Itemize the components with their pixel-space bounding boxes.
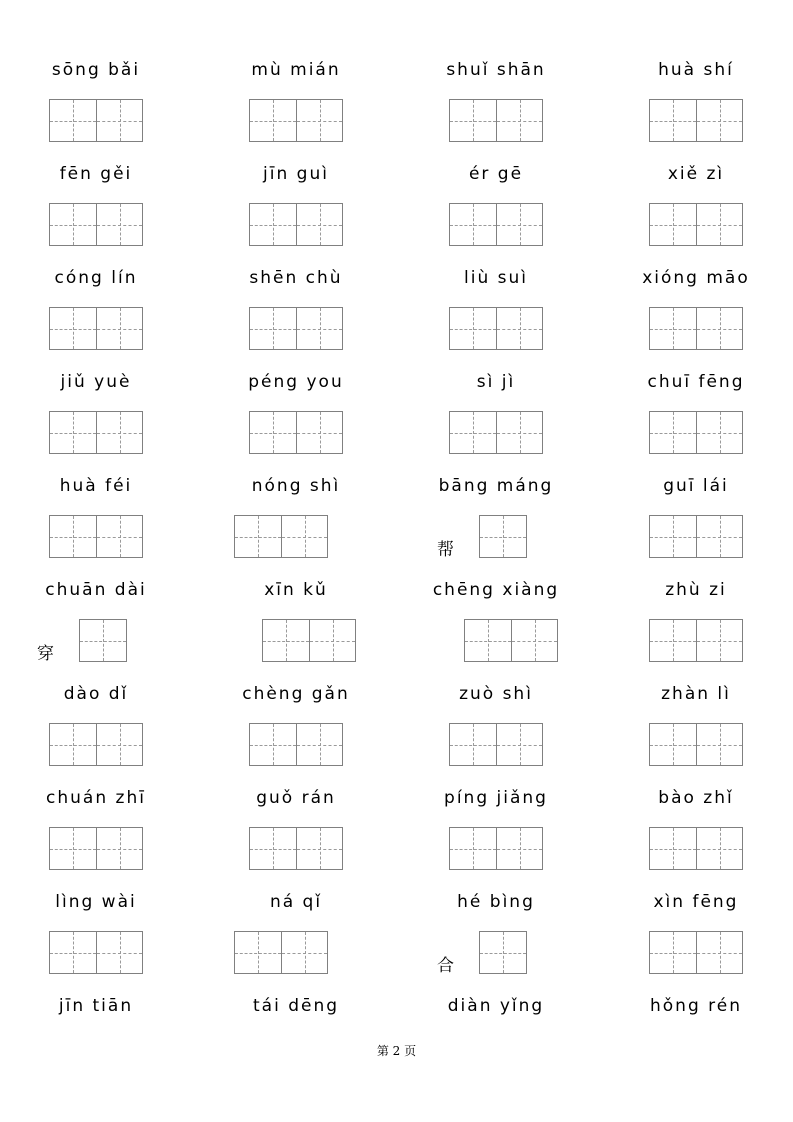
prefilled-character: 穿 [37, 644, 54, 664]
writing-cell[interactable] [450, 724, 496, 765]
writing-cell[interactable] [696, 620, 742, 661]
pinyin-label: diàn yǐng [447, 996, 545, 1016]
writing-cell[interactable] [696, 100, 742, 141]
writing-box-pair[interactable] [49, 307, 143, 350]
page-number: 第 2 页 [376, 1044, 417, 1058]
pinyin-label: xīn kǔ [264, 580, 328, 600]
writing-cell[interactable] [250, 724, 296, 765]
writing-cell[interactable] [50, 308, 96, 349]
pinyin-label: chuī fēng [647, 372, 745, 392]
writing-cell[interactable] [50, 412, 96, 453]
writing-box-pair[interactable] [249, 723, 343, 766]
writing-cell[interactable] [50, 516, 96, 557]
writing-box-pair[interactable] [49, 203, 143, 246]
writing-box-pair[interactable] [649, 307, 743, 350]
pinyin-label: chēng xiàng [432, 580, 560, 600]
writing-cell[interactable] [650, 620, 696, 661]
prefilled-character: 合 [437, 956, 454, 976]
writing-cell[interactable] [281, 932, 327, 973]
pinyin-label: hé bìng [457, 892, 535, 912]
writing-cell[interactable] [50, 724, 96, 765]
writing-cell[interactable] [250, 412, 296, 453]
writing-cell[interactable] [465, 620, 511, 661]
writing-cell[interactable] [650, 308, 696, 349]
writing-box-pair[interactable] [249, 203, 343, 246]
pinyin-label: sì jì [476, 372, 516, 392]
writing-box-pair[interactable] [449, 827, 543, 870]
pinyin-label: lìng wài [55, 892, 137, 912]
writing-box-pair[interactable] [649, 203, 743, 246]
writing-cell[interactable] [281, 516, 327, 557]
writing-box-pair[interactable] [49, 411, 143, 454]
pinyin-label: píng jiǎng [444, 788, 548, 808]
pinyin-label: zhù zi [665, 580, 727, 600]
writing-cell[interactable] [696, 828, 742, 869]
writing-cell[interactable] [50, 100, 96, 141]
writing-cell[interactable] [496, 204, 542, 245]
writing-cell[interactable] [96, 516, 142, 557]
writing-cell[interactable] [480, 932, 526, 973]
writing-cell[interactable] [496, 828, 542, 869]
writing-cell[interactable] [296, 204, 342, 245]
pinyin-label: jiǔ yuè [60, 372, 132, 392]
writing-box-pair[interactable] [649, 515, 743, 558]
writing-cell[interactable] [480, 516, 526, 557]
writing-cell[interactable] [50, 932, 96, 973]
writing-box-pair[interactable] [464, 619, 558, 662]
writing-cell[interactable] [696, 516, 742, 557]
writing-cell[interactable] [263, 620, 309, 661]
writing-box-single[interactable] [479, 931, 527, 974]
writing-cell[interactable] [496, 724, 542, 765]
writing-cell[interactable] [250, 100, 296, 141]
pinyin-label: péng you [248, 372, 344, 392]
writing-cell[interactable] [450, 204, 496, 245]
writing-box-single[interactable] [79, 619, 127, 662]
writing-box-pair[interactable] [649, 411, 743, 454]
writing-cell[interactable] [96, 412, 142, 453]
pinyin-label: tái dēng [252, 996, 340, 1016]
pinyin-label: jīn tiān [58, 996, 134, 1016]
pinyin-label: dào dǐ [63, 684, 129, 704]
writing-box-pair[interactable] [649, 99, 743, 142]
writing-cell[interactable] [250, 828, 296, 869]
pinyin-label: ér gē [468, 164, 524, 184]
writing-cell[interactable] [696, 204, 742, 245]
writing-box-pair[interactable] [249, 307, 343, 350]
writing-cell[interactable] [250, 204, 296, 245]
writing-box-pair[interactable] [449, 723, 543, 766]
writing-cell[interactable] [496, 308, 542, 349]
writing-cell[interactable] [80, 620, 126, 661]
writing-box-pair[interactable] [449, 307, 543, 350]
writing-cell[interactable] [496, 100, 542, 141]
writing-box-pair[interactable] [262, 619, 356, 662]
writing-box-single[interactable] [479, 515, 527, 558]
writing-cell[interactable] [650, 204, 696, 245]
writing-cell[interactable] [296, 828, 342, 869]
pinyin-label: zhàn lì [661, 684, 731, 704]
pinyin-label: shēn chù [249, 268, 343, 288]
writing-box-pair[interactable] [249, 411, 343, 454]
writing-cell[interactable] [696, 308, 742, 349]
writing-cell[interactable] [96, 204, 142, 245]
writing-cell[interactable] [650, 516, 696, 557]
writing-box-pair[interactable] [649, 619, 743, 662]
pinyin-label: huà shí [658, 60, 734, 80]
pinyin-label: chuān dài [45, 580, 147, 600]
writing-box-pair[interactable] [49, 99, 143, 142]
pinyin-label: mù mián [251, 60, 341, 80]
writing-cell[interactable] [450, 412, 496, 453]
writing-cell[interactable] [250, 308, 296, 349]
writing-cell[interactable] [450, 100, 496, 141]
writing-box-pair[interactable] [49, 723, 143, 766]
writing-cell[interactable] [96, 724, 142, 765]
pinyin-label: xìn fēng [653, 892, 739, 912]
pinyin-label: fēn gěi [59, 164, 133, 184]
pinyin-label: ná qǐ [269, 892, 323, 912]
pinyin-label: cóng lín [54, 268, 138, 288]
writing-box-pair[interactable] [49, 827, 143, 870]
pinyin-label: sōng bǎi [51, 60, 141, 80]
writing-box-pair[interactable] [249, 99, 343, 142]
writing-cell[interactable] [96, 828, 142, 869]
writing-cell[interactable] [296, 308, 342, 349]
writing-box-pair[interactable] [49, 931, 143, 974]
writing-cell[interactable] [511, 620, 557, 661]
pinyin-label: hǒng rén [650, 996, 742, 1016]
writing-box-pair[interactable] [449, 203, 543, 246]
writing-cell[interactable] [696, 724, 742, 765]
writing-box-pair[interactable] [649, 931, 743, 974]
writing-cell[interactable] [96, 308, 142, 349]
writing-cell[interactable] [235, 516, 281, 557]
writing-box-pair[interactable] [234, 515, 328, 558]
pinyin-label: guǒ rán [256, 788, 336, 808]
writing-cell[interactable] [50, 204, 96, 245]
writing-cell[interactable] [309, 620, 355, 661]
writing-cell[interactable] [650, 932, 696, 973]
pinyin-label: guī lái [663, 476, 729, 496]
writing-cell[interactable] [450, 828, 496, 869]
writing-cell[interactable] [235, 932, 281, 973]
pinyin-label: xióng māo [642, 268, 750, 288]
writing-cell[interactable] [650, 100, 696, 141]
pinyin-label: xiě zì [667, 164, 725, 184]
writing-cell[interactable] [96, 932, 142, 973]
writing-cell[interactable] [50, 828, 96, 869]
pinyin-label: liù suì [464, 268, 528, 288]
writing-cell[interactable] [450, 308, 496, 349]
writing-cell[interactable] [296, 412, 342, 453]
prefilled-character: 帮 [437, 540, 454, 560]
writing-box-pair[interactable] [449, 411, 543, 454]
writing-box-pair[interactable] [234, 931, 328, 974]
writing-cell[interactable] [96, 100, 142, 141]
writing-cell[interactable] [296, 724, 342, 765]
writing-box-pair[interactable] [49, 515, 143, 558]
pinyin-label: jīn guì [263, 164, 329, 184]
writing-box-pair[interactable] [249, 827, 343, 870]
pinyin-label: nóng shì [251, 476, 341, 496]
writing-cell[interactable] [496, 412, 542, 453]
pinyin-label: huà féi [59, 476, 133, 496]
pinyin-label: chuán zhī [46, 788, 146, 808]
writing-cell[interactable] [650, 828, 696, 869]
writing-cell[interactable] [696, 412, 742, 453]
pinyin-label: chèng gǎn [242, 684, 350, 704]
writing-cell[interactable] [650, 412, 696, 453]
pinyin-label: bào zhǐ [658, 788, 734, 808]
writing-cell[interactable] [696, 932, 742, 973]
pinyin-label: shuǐ shān [446, 60, 546, 80]
writing-cell[interactable] [296, 100, 342, 141]
writing-box-pair[interactable] [449, 99, 543, 142]
writing-box-pair[interactable] [649, 723, 743, 766]
writing-box-pair[interactable] [649, 827, 743, 870]
pinyin-label: bāng máng [438, 476, 554, 496]
writing-cell[interactable] [650, 724, 696, 765]
pinyin-label: zuò shì [459, 684, 533, 704]
